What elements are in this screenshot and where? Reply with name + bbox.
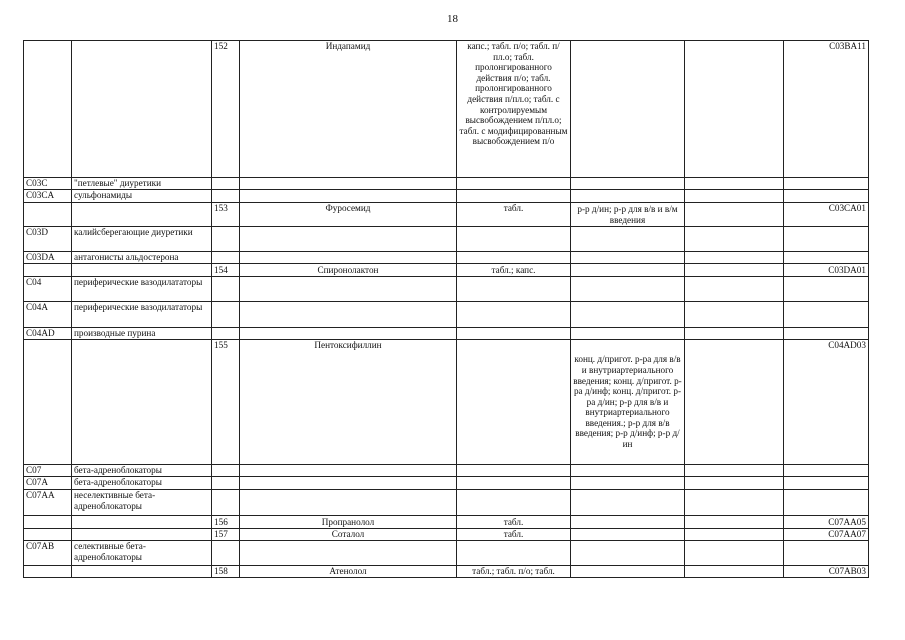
table-row [24, 277, 869, 302]
table-row [24, 566, 869, 578]
group-cell: "петлевые" диуретики [72, 178, 212, 190]
code-cell [24, 41, 72, 178]
dosage-form-extra-cell [571, 178, 685, 190]
table-row [24, 465, 869, 477]
code-cell [24, 516, 72, 529]
dosage-form-extra-cell [571, 264, 685, 277]
group-cell [72, 529, 212, 541]
atx-code-cell [784, 252, 869, 264]
dosage-form-cell [457, 541, 571, 566]
group-cell: селективные бета-адреноблокаторы [72, 541, 212, 566]
number-cell [212, 465, 240, 477]
code-cell: C04A [24, 302, 72, 328]
number-cell [212, 541, 240, 566]
dosage-form-cell [457, 302, 571, 328]
code-cell [24, 529, 72, 541]
atx-code-cell [784, 302, 869, 328]
empty-cell [685, 178, 784, 190]
table-row [24, 203, 869, 227]
drug-name-cell [240, 465, 457, 477]
code-cell: C04 [24, 277, 72, 302]
table-row [24, 302, 869, 328]
number-cell: 154 [212, 264, 240, 277]
drug-name-cell [240, 178, 457, 190]
empty-cell [685, 516, 784, 529]
dosage-form-cell [457, 490, 571, 516]
dosage-form-extra-cell [571, 465, 685, 477]
dosage-form-extra-cell [571, 477, 685, 490]
number-cell [212, 252, 240, 264]
code-cell [24, 203, 72, 227]
drug-name-cell: Пропранолол [240, 516, 457, 529]
group-cell: производные пурина [72, 328, 212, 340]
dosage-form-cell [457, 277, 571, 302]
code-cell: C03D [24, 227, 72, 252]
code-cell [24, 264, 72, 277]
table-row [24, 340, 869, 465]
group-cell [72, 516, 212, 529]
atx-code-cell [784, 541, 869, 566]
group-cell: периферические вазодилататоры [72, 277, 212, 302]
group-cell: сульфонамиды [72, 190, 212, 203]
atx-code-cell [784, 277, 869, 302]
group-cell [72, 566, 212, 578]
dosage-form-extra-cell [571, 277, 685, 302]
drug-name-cell: Фуросемид [240, 203, 457, 227]
dosage-form-extra-cell [571, 490, 685, 516]
table-row [24, 516, 869, 529]
empty-cell [685, 252, 784, 264]
drug-name-cell [240, 477, 457, 490]
empty-cell [685, 490, 784, 516]
atx-code-cell [784, 490, 869, 516]
empty-cell [685, 227, 784, 252]
dosage-form-cell [457, 328, 571, 340]
group-cell: неселективные бета-адреноблокаторы [72, 490, 212, 516]
drug-name-cell: Пентоксифиллин [240, 340, 457, 465]
number-cell: 158 [212, 566, 240, 578]
number-cell [212, 302, 240, 328]
empty-cell [685, 41, 784, 178]
drug-name-cell: Индапамид [240, 41, 457, 178]
dosage-form-extra-cell [571, 541, 685, 566]
table-row [24, 541, 869, 566]
dosage-form-cell [457, 190, 571, 203]
empty-cell [685, 529, 784, 541]
dosage-form-cell [457, 178, 571, 190]
code-cell: C03C [24, 178, 72, 190]
empty-cell [685, 302, 784, 328]
empty-cell [685, 264, 784, 277]
group-cell: периферические вазодилататоры [72, 302, 212, 328]
table-row [24, 190, 869, 203]
dosage-form-extra-cell [571, 41, 685, 178]
dosage-form-extra-cell [571, 566, 685, 578]
group-cell [72, 203, 212, 227]
atx-code-cell: C07AA05 [784, 516, 869, 529]
empty-cell [685, 203, 784, 227]
drug-name-cell: Спиронолактон [240, 264, 457, 277]
number-cell [212, 190, 240, 203]
empty-cell [685, 465, 784, 477]
number-cell [212, 227, 240, 252]
dosage-form-cell [457, 227, 571, 252]
code-cell: C04AD [24, 328, 72, 340]
table-row [24, 178, 869, 190]
empty-cell [685, 190, 784, 203]
dosage-form-extra-cell: р-р д/ин; р-р для в/в и в/м введения [571, 203, 685, 227]
table-row [24, 490, 869, 516]
empty-cell [685, 328, 784, 340]
dosage-form-cell [457, 477, 571, 490]
atx-code-cell [784, 190, 869, 203]
atx-code-cell: C03CA01 [784, 203, 869, 227]
code-cell: C07A [24, 477, 72, 490]
number-cell [212, 477, 240, 490]
code-cell: C07AB [24, 541, 72, 566]
empty-cell [685, 566, 784, 578]
drug-name-cell [240, 328, 457, 340]
code-cell: C07AA [24, 490, 72, 516]
atx-code-cell [784, 227, 869, 252]
dosage-form-cell: капс.; табл. п/о; табл. п/пл.о; табл. пролонгированного действия п/о; табл. пролонгированного действия п/пл.о; табл. с контролируемым высвобождением п/пл.о; табл. с модифицированным высвобождением п/о [457, 41, 571, 178]
drug-name-cell [240, 490, 457, 516]
drug-table [23, 40, 869, 578]
table-row [24, 41, 869, 178]
atx-code-cell: C04AD03 [784, 340, 869, 465]
number-cell: 153 [212, 203, 240, 227]
page-number: 18 [447, 13, 458, 25]
drug-name-cell [240, 252, 457, 264]
dosage-form-cell: табл.; капс. [457, 264, 571, 277]
dosage-form-extra-cell [571, 516, 685, 529]
group-cell [72, 340, 212, 465]
table-row [24, 264, 869, 277]
group-cell [72, 41, 212, 178]
drug-name-cell [240, 227, 457, 252]
atx-code-cell: C03DA01 [784, 264, 869, 277]
atx-code-cell: C03BA11 [784, 41, 869, 178]
group-cell [72, 264, 212, 277]
empty-cell [685, 277, 784, 302]
dosage-form-cell [457, 465, 571, 477]
atx-code-cell [784, 178, 869, 190]
dosage-form-cell [457, 340, 571, 465]
table-row [24, 477, 869, 490]
atx-code-cell [784, 465, 869, 477]
atx-code-cell [784, 328, 869, 340]
empty-cell [685, 541, 784, 566]
dosage-form-extra-cell [571, 190, 685, 203]
group-cell: бета-адреноблокаторы [72, 477, 212, 490]
table-row [24, 252, 869, 264]
group-cell: калийсберегающие диуретики [72, 227, 212, 252]
dosage-form-cell [457, 252, 571, 264]
atx-code-cell: C07AB03 [784, 566, 869, 578]
table-row [24, 227, 869, 252]
drug-name-cell: Атенолол [240, 566, 457, 578]
code-cell [24, 566, 72, 578]
dosage-form-cell: табл.; табл. п/о; табл. [457, 566, 571, 578]
code-cell: C03CA [24, 190, 72, 203]
number-cell: 157 [212, 529, 240, 541]
dosage-form-extra-cell [571, 227, 685, 252]
atx-code-cell: C07AA07 [784, 529, 869, 541]
number-cell: 155 [212, 340, 240, 465]
drug-name-cell [240, 190, 457, 203]
dosage-form-extra-cell [571, 252, 685, 264]
drug-name-cell [240, 302, 457, 328]
dosage-form-extra-cell [571, 328, 685, 340]
dosage-form-cell: табл. [457, 203, 571, 227]
number-cell [212, 490, 240, 516]
atx-code-cell [784, 477, 869, 490]
code-cell: C07 [24, 465, 72, 477]
dosage-form-cell: табл. [457, 529, 571, 541]
table-row [24, 328, 869, 340]
empty-cell [685, 340, 784, 465]
dosage-form-extra-cell: конц. д/пригот. р-ра для в/в и внутриартериального введения; конц. д/пригот. р-ра д/инф; конц. д/пригот. р-ра д/ин; р-р для в/в и внутриартериального введения.; р-р для в/в введения; р-р д/инф; р-р д/ин [571, 340, 685, 465]
number-cell [212, 328, 240, 340]
dosage-form-extra-cell [571, 529, 685, 541]
table-row [24, 529, 869, 541]
drug-name-cell: Соталол [240, 529, 457, 541]
code-cell: C03DA [24, 252, 72, 264]
dosage-form-cell: табл. [457, 516, 571, 529]
group-cell: бета-адреноблокаторы [72, 465, 212, 477]
dosage-form-extra-cell [571, 302, 685, 328]
drug-name-cell [240, 277, 457, 302]
group-cell: антагонисты альдостерона [72, 252, 212, 264]
code-cell [24, 340, 72, 465]
number-cell [212, 277, 240, 302]
empty-cell [685, 477, 784, 490]
number-cell [212, 178, 240, 190]
number-cell: 152 [212, 41, 240, 178]
drug-name-cell [240, 541, 457, 566]
number-cell: 156 [212, 516, 240, 529]
